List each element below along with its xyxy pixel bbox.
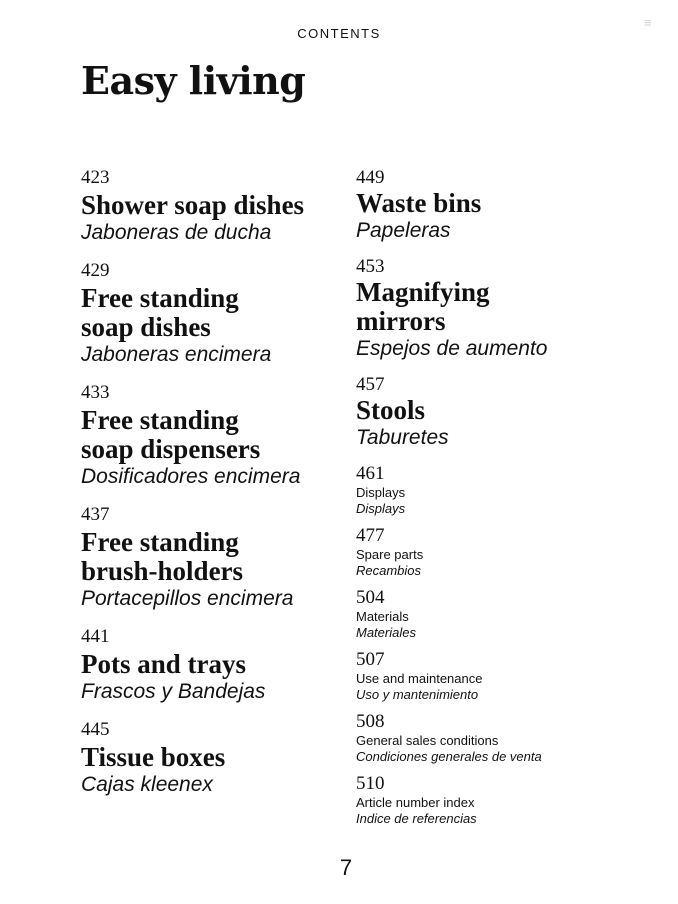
- toc-title: Free standing: [81, 283, 239, 313]
- toc-title: soap dishes: [81, 312, 211, 342]
- toc-page-number: 510: [356, 773, 385, 794]
- toc-title: Magnifying: [356, 277, 490, 307]
- page-title: Easy living: [81, 58, 306, 103]
- toc-page-number: 477: [356, 525, 385, 546]
- toc-entry-stools[interactable]: [356, 374, 656, 451]
- toc-title: Spare parts: [356, 547, 424, 562]
- toc-subtitle: Indice de referencias: [356, 811, 477, 826]
- toc-subtitle: Papeleras: [356, 219, 451, 242]
- toc-title: Free standing: [81, 527, 239, 557]
- section-header: CONTENTS: [297, 26, 381, 41]
- toc-title: Use and maintenance: [356, 671, 483, 686]
- toc-subtitle: Materiales: [356, 625, 416, 640]
- toc-page-number: 429: [81, 260, 110, 281]
- toc-page-number: 423: [81, 167, 110, 188]
- toc-title: Displays: [356, 485, 406, 500]
- toc-subtitle: Jaboneras de ducha: [81, 221, 272, 244]
- toc-subtitle: Jaboneras encimera: [81, 343, 272, 366]
- page-number: 7: [339, 855, 353, 880]
- toc-title: Pots and trays: [81, 649, 247, 679]
- toc-title: General sales conditions: [356, 733, 499, 748]
- toc-entry-free-standing-soap-dispensers[interactable]: [81, 382, 346, 490]
- toc-subtitle: Displays: [356, 501, 406, 516]
- toc-page-number: 508: [356, 711, 385, 732]
- toc-entry-tissue-boxes[interactable]: [81, 719, 346, 798]
- toc-title: Free standing: [81, 405, 239, 435]
- toc-title: brush-holders: [81, 556, 244, 586]
- toc-entry-shower-soap-dishes[interactable]: [81, 167, 346, 246]
- toc-entry-general-sales-conditions[interactable]: [356, 711, 656, 765]
- toc-title: mirrors: [356, 306, 446, 336]
- toc-entry-use-and-maintenance[interactable]: [356, 649, 656, 703]
- contents-right-column: [356, 167, 656, 835]
- toc-subtitle: Espejos de aumento: [356, 337, 548, 360]
- toc-page-number: 507: [356, 649, 385, 670]
- toc-page-number: 504: [356, 587, 385, 608]
- toc-entry-free-standing-brush-holders[interactable]: [81, 504, 346, 612]
- toc-title: soap dispensers: [81, 434, 261, 464]
- toc-page-number: 449: [356, 167, 385, 188]
- toc-subtitle: Cajas kleenex: [81, 773, 213, 796]
- menu-icon[interactable]: ≡: [644, 15, 652, 30]
- toc-page-number: 457: [356, 374, 385, 395]
- toc-subtitle: Portacepillos encimera: [81, 587, 294, 610]
- contents-left-column: [81, 167, 346, 812]
- toc-title: Stools: [356, 395, 426, 425]
- toc-entry-free-standing-soap-dishes[interactable]: [81, 260, 346, 368]
- toc-entry-pots-and-trays[interactable]: [81, 626, 346, 705]
- toc-entry-magnifying-mirrors[interactable]: [356, 256, 656, 362]
- toc-subtitle: Uso y mantenimiento: [356, 687, 479, 702]
- toc-entry-materials[interactable]: [356, 587, 656, 641]
- toc-subtitle: Dosificadores encimera: [81, 465, 301, 488]
- toc-page-number: 461: [356, 463, 385, 484]
- toc-page-number: 433: [81, 382, 110, 403]
- toc-title: Article number index: [356, 795, 475, 810]
- toc-subtitle: Condiciones generales de venta: [356, 749, 542, 764]
- toc-entry-displays[interactable]: [356, 463, 656, 517]
- toc-entry-article-number-index[interactable]: [356, 773, 656, 827]
- toc-page-number: 441: [81, 626, 110, 647]
- toc-page-number: 445: [81, 719, 110, 740]
- toc-entry-waste-bins[interactable]: [356, 167, 656, 244]
- toc-subtitle: Taburetes: [356, 426, 449, 449]
- toc-subtitle: Frascos y Bandejas: [81, 680, 266, 703]
- toc-title: Materials: [356, 609, 409, 624]
- toc-title: Shower soap dishes: [81, 190, 305, 220]
- toc-title: Tissue boxes: [81, 742, 226, 772]
- toc-subtitle: Recambios: [356, 563, 422, 578]
- toc-page-number: 437: [81, 504, 110, 525]
- toc-page-number: 453: [356, 256, 385, 277]
- toc-entry-spare-parts[interactable]: [356, 525, 656, 579]
- toc-title: Waste bins: [356, 188, 482, 218]
